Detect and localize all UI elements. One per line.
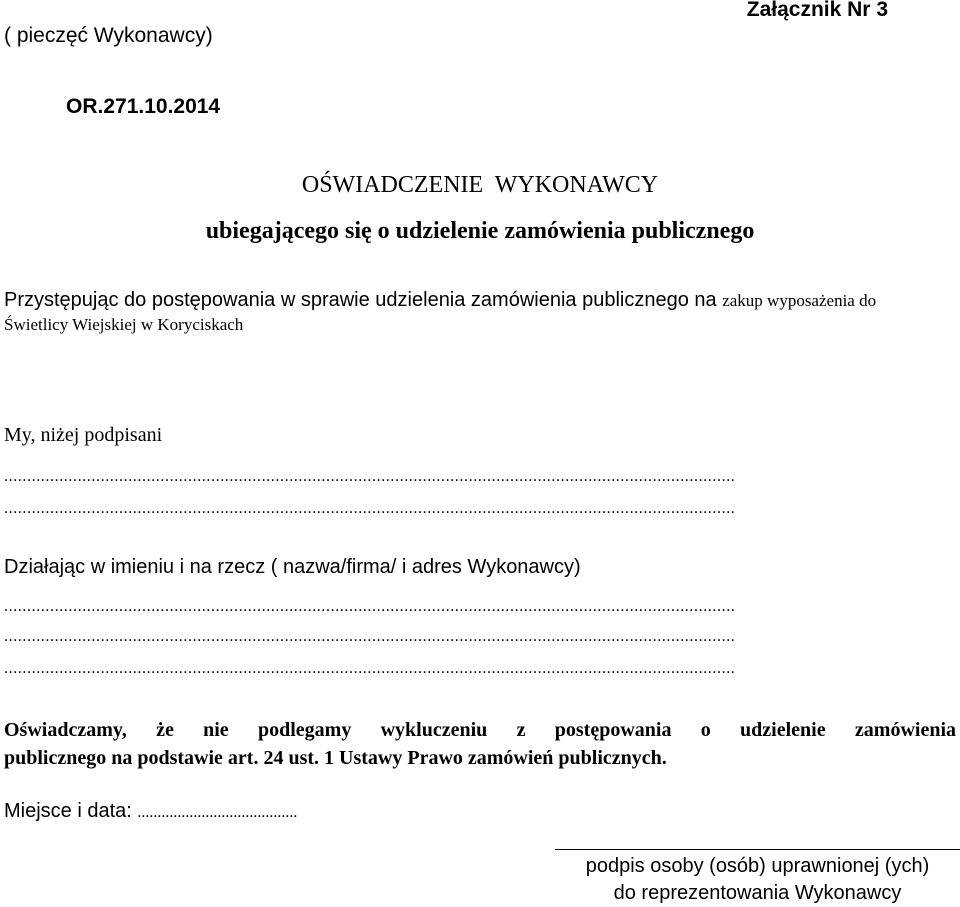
signatories-fill-line[interactable]: ............................................................................................................................................................... [4, 500, 736, 517]
declaration-line: Oświadczamy, że nie podlegamy wykluczeniu z postępowania o udzielenie zamówienia [4, 719, 956, 741]
intro-paragraph [4, 289, 876, 312]
signature-caption-line: do reprezentowania Wykonawcy [613, 882, 902, 904]
contractor-name-fill-line[interactable]: ............................................................................................................................................................... [4, 660, 736, 677]
signature-line[interactable] [555, 849, 960, 850]
document-subtitle: ubiegającego się o udzielenie zamówienia publicznego [205, 218, 755, 244]
intro-text: Przystępując do postępowania w sprawie udzielenia zamówienia publicznego na [4, 289, 723, 311]
signature-caption-line: podpis osoby (osób) uprawnionej (ych) [585, 855, 930, 877]
document-title: OŚWIADCZENIE WYKONAWCY [301, 172, 659, 198]
contractor-stamp-label: ( pieczęć Wykonawcy) [4, 24, 213, 47]
procurement-subject: zakup wyposażenia do [722, 291, 877, 310]
reference-number: OR.271.10.2014 [66, 95, 221, 118]
acting-on-behalf-label: Działając w imieniu i na rzecz ( nazwa/firma/ i adres Wykonawcy) [4, 556, 581, 578]
place-date-label: Miejsce i data: [4, 800, 138, 822]
declaration-line: publicznego na podstawie art. 24 ust. 1 Ustawy Prawo zamówień publicznych. [4, 747, 667, 769]
contractor-name-fill-line[interactable]: ............................................................................................................................................................... [4, 628, 736, 645]
declaration-statement [4, 716, 956, 772]
signatories-fill-line[interactable]: ............................................................................................................................................................... [4, 468, 736, 485]
place-and-date [4, 800, 297, 823]
signatories-label: My, niżej podpisani [4, 424, 163, 446]
procurement-subject-continued: Świetlicy Wiejskiej w Koryciskach [4, 315, 244, 334]
annex-number-label: Załącznik Nr 3 [746, 0, 888, 21]
contractor-name-fill-line[interactable]: ............................................................................................................................................................... [4, 598, 736, 615]
signature-caption [555, 853, 960, 907]
place-date-fill-line[interactable]: ........................................ [137, 804, 298, 821]
